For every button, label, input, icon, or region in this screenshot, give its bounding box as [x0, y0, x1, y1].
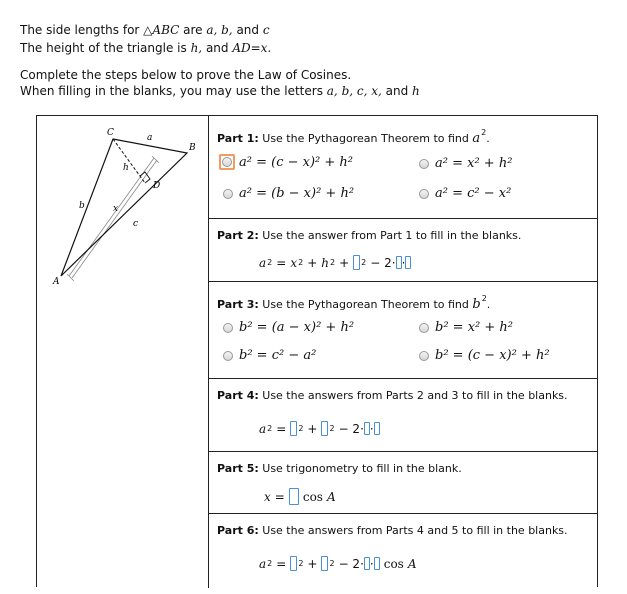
part-3-period: . [486, 298, 491, 311]
triangle-figure-cell [37, 116, 209, 588]
intro-line-4 [20, 83, 420, 99]
intro-var-h: h, [190, 41, 203, 55]
part-5-label: Part 5: [217, 462, 259, 475]
part-2-title [217, 229, 587, 243]
part-1-option-2[interactable] [419, 156, 512, 171]
side-a-label: a [147, 133, 153, 143]
vertex-b-label: B [189, 143, 196, 153]
part-3-option-2[interactable] [419, 320, 513, 335]
vertex-c-label: C [107, 128, 114, 138]
parts-column [209, 116, 598, 594]
part-3-option-4-radio[interactable] [419, 351, 429, 361]
point-d-label: D [153, 181, 161, 191]
part-1-option-2-radio[interactable] [419, 159, 429, 169]
part-1-period: . [486, 132, 490, 145]
part-4-blank-2[interactable] [321, 421, 328, 436]
part-3-option-1-text: b² = (a − x)² + h² [239, 320, 355, 335]
part-5-text: Use trigonometry to fill in the blank. [262, 462, 462, 475]
height-line [113, 139, 145, 183]
part-3-target-exp: 2 [481, 294, 487, 303]
part-5-equation: x = cos A [264, 489, 336, 504]
part-2-blank-3[interactable] [405, 256, 411, 269]
part-6-equation: a 2 = 2 + 2 − 2· · cos A [259, 556, 417, 571]
intro-var-c: c [262, 23, 270, 37]
part-2-equation: a 2 = x 2 + h 2 + 2 − 2· · [259, 255, 411, 270]
triangle-figure [37, 116, 209, 296]
part-3-text: Use the Pythagorean Theorem to find [262, 298, 473, 311]
part-1-option-1-text: a² = (c − x)² + h² [239, 154, 353, 170]
part-3-option-3-radio[interactable] [223, 351, 233, 361]
part-4-text: Use the answers from Parts 2 and 3 to fill in the blanks. [262, 389, 568, 402]
part-3-label: Part 3: [217, 298, 259, 311]
part-1-target-exp: 2 [481, 128, 487, 137]
part-5-blank-1[interactable] [289, 488, 299, 505]
part-3-option-1-radio[interactable] [223, 323, 233, 333]
part-4 [209, 379, 598, 452]
part-1-option-1-radio-selected[interactable] [219, 154, 235, 170]
part-1-option-2-text: a² = x² + h² [435, 156, 513, 171]
part-3-target: b [472, 297, 481, 312]
intro-text: The side lengths for [20, 23, 144, 37]
intro-line-3: Complete the steps below to prove the Law of Cosines. [20, 68, 352, 82]
part-1-option-4[interactable] [419, 186, 511, 201]
part-1-option-4-text: a² = c² − x² [435, 186, 512, 201]
part-4-title [217, 389, 584, 403]
part-3-option-3[interactable] [223, 348, 316, 363]
intro-text: and [381, 84, 413, 98]
side-b-label: b [79, 201, 85, 211]
part-4-blank-4[interactable] [374, 422, 380, 435]
part-1-option-1[interactable] [219, 154, 353, 170]
intro-text: and [232, 23, 263, 37]
part-6-blank-1[interactable] [290, 556, 297, 571]
side-c-label: c [133, 219, 139, 229]
height-h-label: h [123, 163, 129, 173]
part-2-blank-1[interactable] [353, 255, 360, 270]
part-1-title [217, 126, 587, 146]
part-1-label: Part 1: [217, 132, 259, 145]
part-3-option-2-radio[interactable] [419, 323, 429, 333]
intro-ad-eq: AD=x. [232, 41, 272, 55]
side-c-dimension-line [72, 160, 157, 278]
part-6 [209, 514, 598, 594]
dimension-tick [67, 274, 74, 281]
intro-line-2 [20, 40, 271, 56]
intro-line-1 [20, 22, 270, 38]
part-4-label: Part 4: [217, 389, 259, 402]
part-1-target: a [472, 131, 481, 146]
intro-text: When filling in the blanks, you may use the letters [20, 84, 327, 98]
part-6-title [217, 524, 584, 538]
part-6-blank-4[interactable] [374, 557, 380, 570]
part-6-text: Use the answers from Parts 4 and 5 to fill in the blanks. [262, 524, 568, 537]
part-1-option-4-radio[interactable] [419, 189, 429, 199]
part-1-option-3-radio[interactable] [223, 189, 233, 199]
part-2-label: Part 2: [217, 229, 259, 242]
intro-text: and [202, 41, 233, 55]
part-4-equation: a 2 = 2 + 2 − 2· · [259, 421, 380, 436]
part-3-option-4[interactable] [419, 348, 550, 363]
proof-table [36, 115, 598, 587]
part-3-option-4-text: b² = (c − x)² + h² [435, 348, 550, 363]
intro-text: The height of the triangle is [20, 41, 191, 55]
part-5 [209, 452, 598, 514]
intro-vars: a, b, c, x, [326, 84, 382, 98]
part-3-option-3-text: b² = c² − a² [239, 348, 317, 363]
triangle-symbol: △ABC [143, 23, 180, 37]
intro-text: are [179, 23, 207, 37]
part-1-option-3[interactable] [223, 186, 354, 201]
part-6-label: Part 6: [217, 524, 259, 537]
intro-vars: a, b, [206, 23, 233, 37]
part-5-title [217, 462, 587, 476]
vertex-a-label: A [53, 277, 60, 287]
part-6-blank-2[interactable] [321, 556, 328, 571]
segment-x-label: x [113, 204, 119, 214]
part-1 [209, 116, 598, 219]
side-c-dimension-line [69, 158, 154, 276]
part-3-option-2-text: b² = x² + h² [435, 320, 513, 335]
part-1-text: Use the Pythagorean Theorem to find [262, 132, 473, 145]
part-4-blank-1[interactable] [290, 421, 297, 436]
part-3-option-1[interactable] [223, 320, 354, 335]
part-3 [209, 282, 598, 379]
part-2-text: Use the answer from Part 1 to fill in the blanks. [262, 229, 522, 242]
intro-var-h: h [412, 84, 420, 98]
part-1-option-3-text: a² = (b − x)² + h² [239, 186, 355, 201]
part-3-title [217, 292, 587, 312]
part-2 [209, 219, 598, 282]
